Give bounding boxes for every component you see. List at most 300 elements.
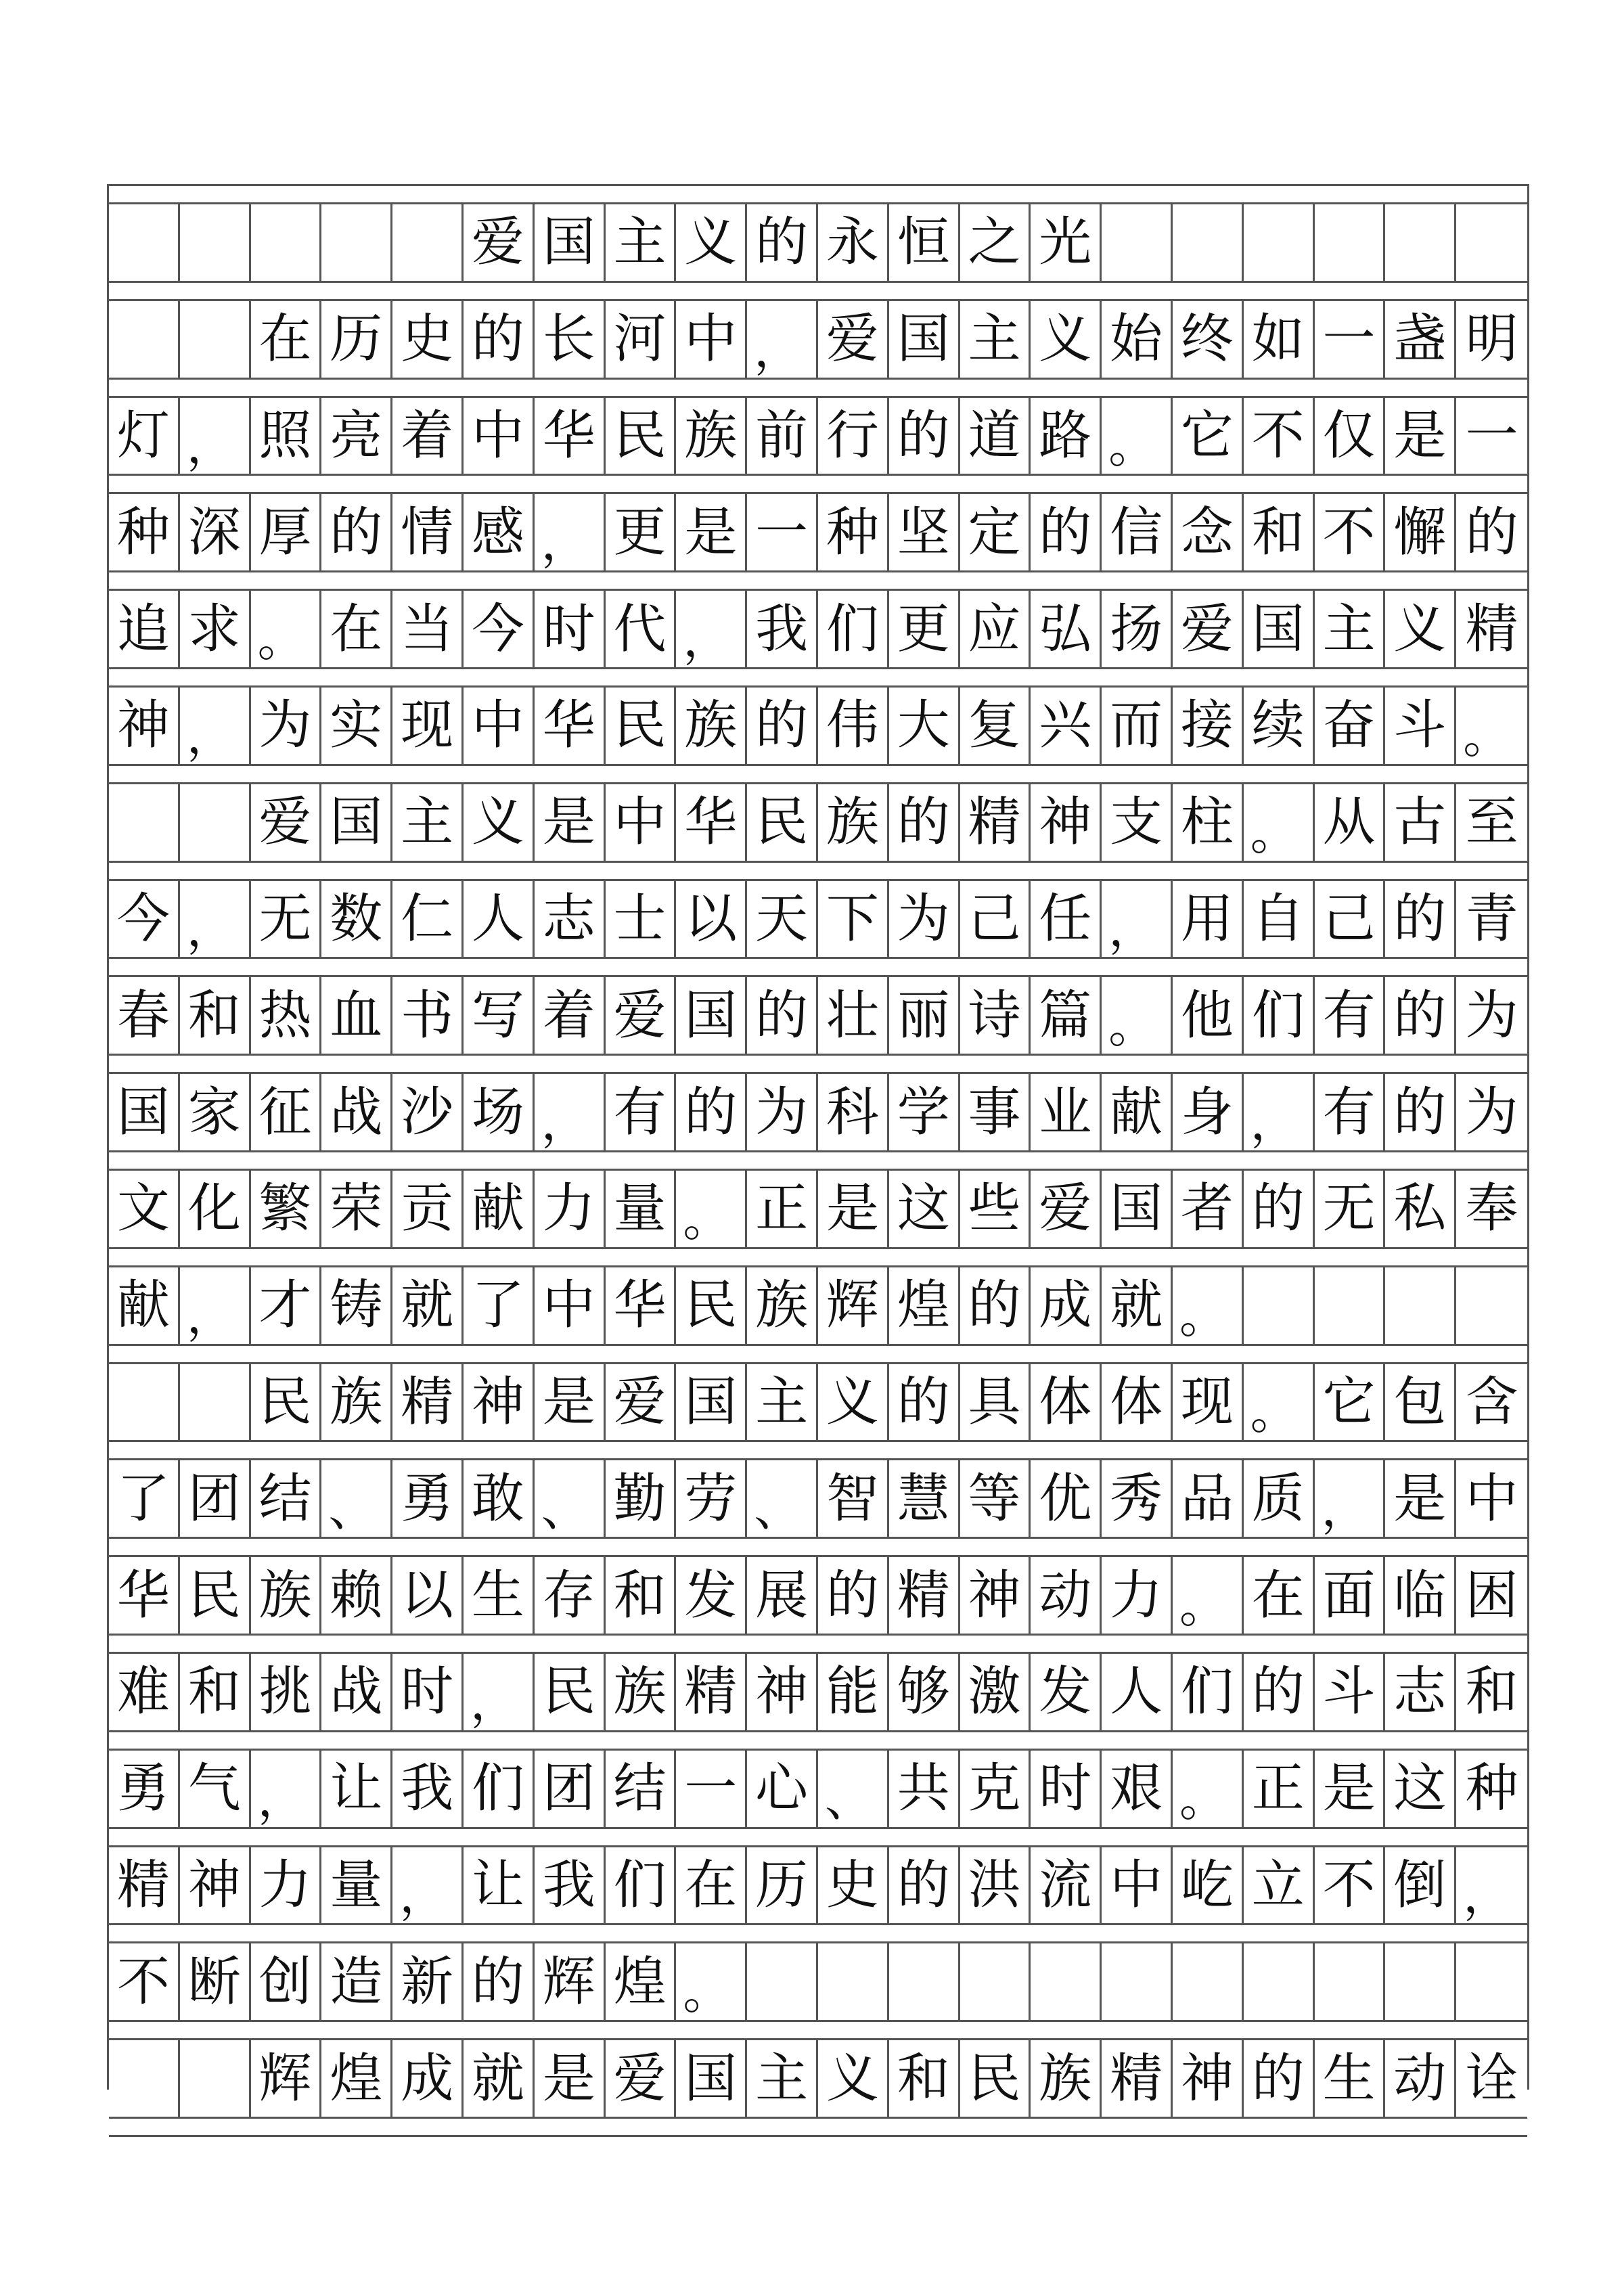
- char-cell: ，: [535, 494, 606, 570]
- char-cell: 了: [109, 1460, 180, 1537]
- char-cell: 铸: [321, 1267, 392, 1344]
- char-cell: 精: [1102, 2040, 1173, 2117]
- text-row: [109, 494, 1527, 570]
- char-cell: 动: [1385, 2040, 1456, 2117]
- spacer-band: [109, 2020, 1527, 2040]
- char-cell: 勇: [109, 1751, 180, 1827]
- char-cell: 复: [960, 688, 1031, 764]
- char-cell: ，: [1244, 1074, 1315, 1150]
- char-cell: 心: [747, 1751, 818, 1827]
- char-cell: ，: [180, 881, 251, 958]
- char-cell: 华: [606, 1267, 677, 1344]
- char-cell: 始: [1102, 301, 1173, 378]
- char-cell: 写: [464, 977, 535, 1054]
- char-cell: 展: [747, 1557, 818, 1634]
- char-cell: 困: [1465, 1565, 1518, 1626]
- char-cell: [109, 301, 180, 378]
- char-cell: [818, 1943, 889, 2020]
- char-cell: 立: [1244, 1847, 1315, 1924]
- char-cell: 发: [676, 1557, 747, 1634]
- char-cell: 神: [180, 1847, 251, 1924]
- text-row: [109, 1364, 1527, 1441]
- title-char-cell: [1315, 204, 1386, 281]
- char-cell: 路: [1031, 398, 1102, 474]
- char-cell: [747, 1943, 818, 2020]
- char-cell: [180, 784, 251, 861]
- char-cell: 下: [818, 881, 889, 958]
- char-cell: 的: [889, 1364, 960, 1441]
- title-char-cell: [1173, 204, 1244, 281]
- char-cell: 今: [109, 881, 180, 958]
- char-cell: 不: [109, 1943, 180, 2020]
- char-cell: ，: [1102, 881, 1173, 958]
- char-cell: 气: [180, 1751, 251, 1827]
- char-cell: 历: [747, 1847, 818, 1924]
- char-cell: 们: [1244, 977, 1315, 1054]
- char-cell: 族: [1031, 2040, 1102, 2117]
- char-cell: 身: [1173, 1074, 1244, 1150]
- char-cell: 共: [889, 1751, 960, 1827]
- char-cell: [109, 1364, 180, 1441]
- char-cell: 文: [109, 1171, 180, 1247]
- text-row: [109, 398, 1527, 474]
- char-cell: [1031, 1943, 1102, 2020]
- char-cell: 克: [960, 1751, 1031, 1827]
- char-cell: [1244, 1943, 1315, 2020]
- spacer-band: [109, 1827, 1527, 1847]
- char-cell: 的: [321, 494, 392, 570]
- title-char-cell: 国: [535, 204, 606, 281]
- char-cell: 、: [321, 1460, 392, 1537]
- char-cell: 青: [1465, 888, 1518, 949]
- char-cell: 是: [676, 494, 747, 570]
- text-row: [109, 1460, 1527, 1537]
- char-cell: 爱: [606, 1364, 677, 1441]
- char-cell: 国: [1244, 591, 1315, 667]
- spacer-band: [109, 1344, 1527, 1364]
- char-cell: 主: [747, 2040, 818, 2117]
- char-cell: 着: [535, 977, 606, 1054]
- spacer-band: [109, 474, 1527, 494]
- char-cell: 深: [180, 494, 251, 570]
- spacer-band: [109, 861, 1527, 881]
- char-cell: 和: [889, 2040, 960, 2117]
- char-cell: 更: [889, 591, 960, 667]
- char-cell: 私: [1385, 1171, 1456, 1247]
- char-cell: 和: [606, 1557, 677, 1634]
- char-cell: 辉: [251, 2040, 322, 2117]
- char-cell: 他: [1173, 977, 1244, 1054]
- char-cell: 。: [1244, 1364, 1315, 1441]
- char-cell: 族: [321, 1364, 392, 1441]
- char-cell: 种: [1465, 1758, 1518, 1820]
- char-cell: 的: [1385, 977, 1456, 1054]
- char-cell: 义: [464, 784, 535, 861]
- char-cell: 今: [464, 591, 535, 667]
- char-cell: 。: [676, 1943, 747, 2020]
- spacer-band: [109, 1150, 1527, 1171]
- char-cell: 华: [109, 1557, 180, 1634]
- char-cell: 在: [321, 591, 392, 667]
- char-cell: 情: [392, 494, 464, 570]
- char-cell: 和: [180, 977, 251, 1054]
- char-cell: [1315, 1943, 1386, 2020]
- char-cell: 生: [464, 1557, 535, 1634]
- title-char-cell: [1385, 204, 1456, 281]
- char-cell: 的: [464, 1943, 535, 2020]
- char-cell: 坚: [889, 494, 960, 570]
- char-cell: 一: [747, 494, 818, 570]
- title-char-cell: 义: [676, 204, 747, 281]
- char-cell: 屹: [1173, 1847, 1244, 1924]
- char-cell: 无: [1315, 1171, 1386, 1247]
- char-cell: 在: [1244, 1557, 1315, 1634]
- char-cell: 史: [818, 1847, 889, 1924]
- char-cell: 民: [676, 1267, 747, 1344]
- char-cell: 包: [1385, 1364, 1456, 1441]
- char-cell: 科: [818, 1074, 889, 1150]
- title-char-cell: 永: [818, 204, 889, 281]
- char-cell: 族: [818, 784, 889, 861]
- char-cell: 史: [392, 301, 464, 378]
- char-cell: ，: [180, 1267, 251, 1344]
- char-cell: 征: [251, 1074, 322, 1150]
- char-cell: 的: [889, 1847, 960, 1924]
- char-cell: 爱: [606, 2040, 677, 2117]
- char-cell: 支: [1102, 784, 1173, 861]
- char-cell: 伟: [818, 688, 889, 764]
- char-cell: 就: [1102, 1267, 1173, 1344]
- char-cell: 有: [1315, 1074, 1386, 1150]
- spacer-band: [109, 1440, 1527, 1460]
- char-cell: 时: [392, 1654, 464, 1730]
- char-cell: 场: [464, 1074, 535, 1150]
- spacer-band: [109, 1054, 1527, 1074]
- char-cell: 质: [1244, 1460, 1315, 1537]
- char-cell: 生: [1315, 2040, 1386, 2117]
- char-cell: 是: [1385, 398, 1456, 474]
- spacer-band: [109, 1730, 1527, 1751]
- char-cell: 的: [1244, 1654, 1315, 1730]
- char-cell: 厚: [251, 494, 322, 570]
- char-cell: 的: [1244, 2040, 1315, 2117]
- char-cell: 们: [464, 1751, 535, 1827]
- char-cell: 力: [251, 1847, 322, 1924]
- char-cell: 造: [321, 1943, 392, 2020]
- title-char-cell: [321, 204, 392, 281]
- char-cell: 煌: [321, 2040, 392, 2117]
- char-cell: [1244, 1267, 1315, 1344]
- char-cell: 团: [535, 1751, 606, 1827]
- char-cell: 仁: [392, 881, 464, 958]
- char-cell: 在: [251, 301, 322, 378]
- char-cell: 献: [1102, 1074, 1173, 1150]
- char-cell: 精: [889, 1557, 960, 1634]
- char-cell: 扬: [1102, 591, 1173, 667]
- char-cell: ，: [747, 301, 818, 378]
- char-cell: 让: [464, 1847, 535, 1924]
- char-cell: 明: [1465, 309, 1518, 370]
- title-char-cell: 的: [747, 204, 818, 281]
- char-cell: 的: [889, 784, 960, 861]
- char-cell: 国: [1102, 1171, 1173, 1247]
- char-cell: 献: [109, 1267, 180, 1344]
- char-cell: 难: [109, 1654, 180, 1730]
- char-cell: 成: [1031, 1267, 1102, 1344]
- char-cell: 结: [606, 1751, 677, 1827]
- char-cell: [109, 784, 180, 861]
- char-cell: 激: [960, 1654, 1031, 1730]
- text-row: [109, 2040, 1527, 2117]
- char-cell: 为: [747, 1074, 818, 1150]
- char-cell: 是: [1315, 1751, 1386, 1827]
- spacer-band: [109, 1247, 1527, 1267]
- char-cell: 勤: [606, 1460, 677, 1537]
- char-cell: [889, 1943, 960, 2020]
- char-cell: 团: [180, 1460, 251, 1537]
- char-cell: 求: [180, 591, 251, 667]
- title-char-cell: [392, 204, 464, 281]
- text-row: [109, 1074, 1527, 1150]
- char-cell: [1102, 1943, 1173, 2020]
- char-cell: ，: [1463, 1868, 1511, 1924]
- char-cell: 中: [535, 1267, 606, 1344]
- char-cell: 古: [1385, 784, 1456, 861]
- char-cell: 了: [464, 1267, 535, 1344]
- char-cell: 是: [1385, 1460, 1456, 1537]
- char-cell: 民: [535, 1654, 606, 1730]
- char-cell: 定: [960, 494, 1031, 570]
- char-cell: 国: [676, 977, 747, 1054]
- char-cell: 才: [251, 1267, 322, 1344]
- char-cell: 煌: [889, 1267, 960, 1344]
- char-cell: ，: [535, 1074, 606, 1150]
- char-cell: 等: [960, 1460, 1031, 1537]
- char-cell: ，: [180, 398, 251, 474]
- char-cell: 神: [1031, 784, 1102, 861]
- title-char-cell: [180, 204, 251, 281]
- char-cell: 国: [676, 1364, 747, 1441]
- char-cell: 懈: [1385, 494, 1456, 570]
- char-cell: 人: [464, 881, 535, 958]
- char-cell: 献: [464, 1171, 535, 1247]
- spacer-band: [109, 570, 1527, 591]
- char-cell: 能: [818, 1654, 889, 1730]
- char-cell: 民: [606, 688, 677, 764]
- char-cell: 精: [960, 784, 1031, 861]
- char-cell: 丽: [889, 977, 960, 1054]
- char-cell: 、: [747, 1460, 818, 1537]
- char-cell: 士: [606, 881, 677, 958]
- char-cell: 中: [606, 784, 677, 861]
- char-cell: 应: [960, 591, 1031, 667]
- char-cell: 中: [464, 398, 535, 474]
- char-cell: 人: [1102, 1654, 1173, 1730]
- char-cell: 中: [1102, 1847, 1173, 1924]
- title-char-cell: [1244, 204, 1315, 281]
- char-cell: 春: [109, 977, 180, 1054]
- char-cell: 天: [747, 881, 818, 958]
- char-cell: 正: [747, 1171, 818, 1247]
- char-cell: ，: [392, 1847, 464, 1924]
- text-row: [109, 1557, 1527, 1634]
- char-cell: 时: [1031, 1751, 1102, 1827]
- char-cell: 华: [676, 784, 747, 861]
- char-cell: 的: [1385, 881, 1456, 958]
- char-cell: [109, 2040, 180, 2117]
- char-cell: 倒: [1385, 1847, 1456, 1924]
- spacer-band: [109, 2117, 1527, 2137]
- title-char-cell: [1456, 204, 1527, 281]
- char-cell: 时: [535, 591, 606, 667]
- char-cell: 实: [321, 688, 392, 764]
- char-cell: 大: [889, 688, 960, 764]
- char-cell: 洪: [960, 1847, 1031, 1924]
- char-cell: 诠: [1465, 2048, 1518, 2109]
- text-row: [109, 1171, 1527, 1247]
- char-cell: 民: [747, 784, 818, 861]
- char-cell: 志: [1385, 1654, 1456, 1730]
- char-cell: 主: [747, 1364, 818, 1441]
- char-cell: 。: [251, 591, 322, 667]
- char-cell: 族: [676, 688, 747, 764]
- char-cell: 奉: [1465, 1178, 1518, 1240]
- char-cell: 追: [109, 591, 180, 667]
- char-cell: 。: [1173, 1557, 1244, 1634]
- char-cell: 家: [180, 1074, 251, 1150]
- char-cell: 品: [1173, 1460, 1244, 1537]
- char-cell: 艰: [1102, 1751, 1173, 1827]
- char-cell: 的: [1465, 501, 1518, 563]
- char-cell: 辉: [535, 1943, 606, 2020]
- char-cell: 爱: [1173, 591, 1244, 667]
- char-cell: 族: [606, 1654, 677, 1730]
- char-cell: 繁: [251, 1171, 322, 1247]
- char-cell: ，: [676, 591, 747, 667]
- char-cell: 们: [606, 1847, 677, 1924]
- spacer-band: [109, 1634, 1527, 1654]
- char-cell: 智: [818, 1460, 889, 1537]
- char-cell: 就: [392, 1267, 464, 1344]
- char-cell: [180, 301, 251, 378]
- char-cell: 任: [1031, 881, 1102, 958]
- char-cell: 更: [606, 494, 677, 570]
- char-cell: 慧: [889, 1460, 960, 1537]
- char-cell: 兴: [1031, 688, 1102, 764]
- title-char-cell: 恒: [889, 204, 960, 281]
- spacer-band: [109, 1537, 1527, 1557]
- char-cell: 种: [109, 494, 180, 570]
- char-cell: [1456, 1943, 1527, 2020]
- char-cell: [960, 1943, 1031, 2020]
- char-cell: 含: [1465, 1371, 1518, 1433]
- char-cell: 终: [1173, 301, 1244, 378]
- text-row: [109, 1654, 1527, 1730]
- char-cell: 书: [392, 977, 464, 1054]
- char-cell: 有: [1315, 977, 1386, 1054]
- char-cell: 无: [251, 881, 322, 958]
- char-cell: 一: [1315, 301, 1386, 378]
- title-char-cell: 爱: [464, 204, 535, 281]
- char-cell: 当: [392, 591, 464, 667]
- char-cell: 的: [960, 1267, 1031, 1344]
- char-cell: 存: [535, 1557, 606, 1634]
- char-cell: 它: [1315, 1364, 1386, 1441]
- char-cell: 的: [818, 1557, 889, 1634]
- char-cell: 些: [960, 1171, 1031, 1247]
- char-cell: 秀: [1102, 1460, 1173, 1537]
- char-cell: 这: [1385, 1751, 1456, 1827]
- char-cell: 具: [960, 1364, 1031, 1441]
- char-cell: 为: [889, 881, 960, 958]
- spacer-band: [109, 378, 1527, 398]
- char-cell: 就: [464, 2040, 535, 2117]
- char-cell: 有: [606, 1074, 677, 1150]
- char-cell: 神: [747, 1654, 818, 1730]
- spacer-band: [109, 667, 1527, 688]
- char-cell: 是: [535, 2040, 606, 2117]
- char-cell: 敢: [464, 1460, 535, 1537]
- char-cell: ，: [1315, 1460, 1386, 1537]
- char-cell: 续: [1244, 688, 1315, 764]
- char-cell: 前: [747, 398, 818, 474]
- char-cell: 己: [1315, 881, 1386, 958]
- char-cell: 长: [535, 301, 606, 378]
- char-cell: 的: [1244, 1171, 1315, 1247]
- char-cell: 是: [535, 784, 606, 861]
- char-cell: 历: [321, 301, 392, 378]
- char-cell: 面: [1315, 1557, 1386, 1634]
- char-cell: 民: [960, 2040, 1031, 2117]
- char-cell: 诗: [960, 977, 1031, 1054]
- char-cell: 临: [1385, 1557, 1456, 1634]
- char-cell: 自: [1244, 881, 1315, 958]
- char-cell: 一: [1465, 405, 1518, 466]
- char-cell: 爱: [606, 977, 677, 1054]
- char-cell: 们: [1173, 1654, 1244, 1730]
- char-cell: 亮: [321, 398, 392, 474]
- title-char-cell: [109, 204, 180, 281]
- char-cell: 精: [1465, 598, 1518, 660]
- char-cell: 种: [818, 494, 889, 570]
- char-cell: 。: [1244, 784, 1315, 861]
- char-cell: 中: [676, 301, 747, 378]
- title-row: [109, 204, 1527, 281]
- char-cell: 贡: [392, 1171, 464, 1247]
- char-cell: 的: [464, 301, 535, 378]
- char-cell: 照: [251, 398, 322, 474]
- char-cell: 以: [392, 1557, 464, 1634]
- char-cell: 挑: [251, 1654, 322, 1730]
- char-cell: 流: [1031, 1847, 1102, 1924]
- char-cell: 民: [251, 1364, 322, 1441]
- char-cell: 而: [1102, 688, 1173, 764]
- char-cell: 华: [535, 398, 606, 474]
- char-cell: 精: [109, 1847, 180, 1924]
- char-cell: 斗: [1385, 688, 1456, 764]
- char-cell: 我: [747, 591, 818, 667]
- char-cell: 。: [676, 1171, 747, 1247]
- char-cell: 和: [1244, 494, 1315, 570]
- title-char-cell: 光: [1031, 204, 1102, 281]
- spacer-band: [109, 281, 1527, 301]
- char-cell: 奋: [1315, 688, 1386, 764]
- char-cell: 弘: [1031, 591, 1102, 667]
- manuscript-grid: [107, 184, 1529, 2109]
- char-cell: 。: [1173, 1267, 1244, 1344]
- char-cell: 行: [818, 398, 889, 474]
- char-cell: 、: [535, 1460, 606, 1537]
